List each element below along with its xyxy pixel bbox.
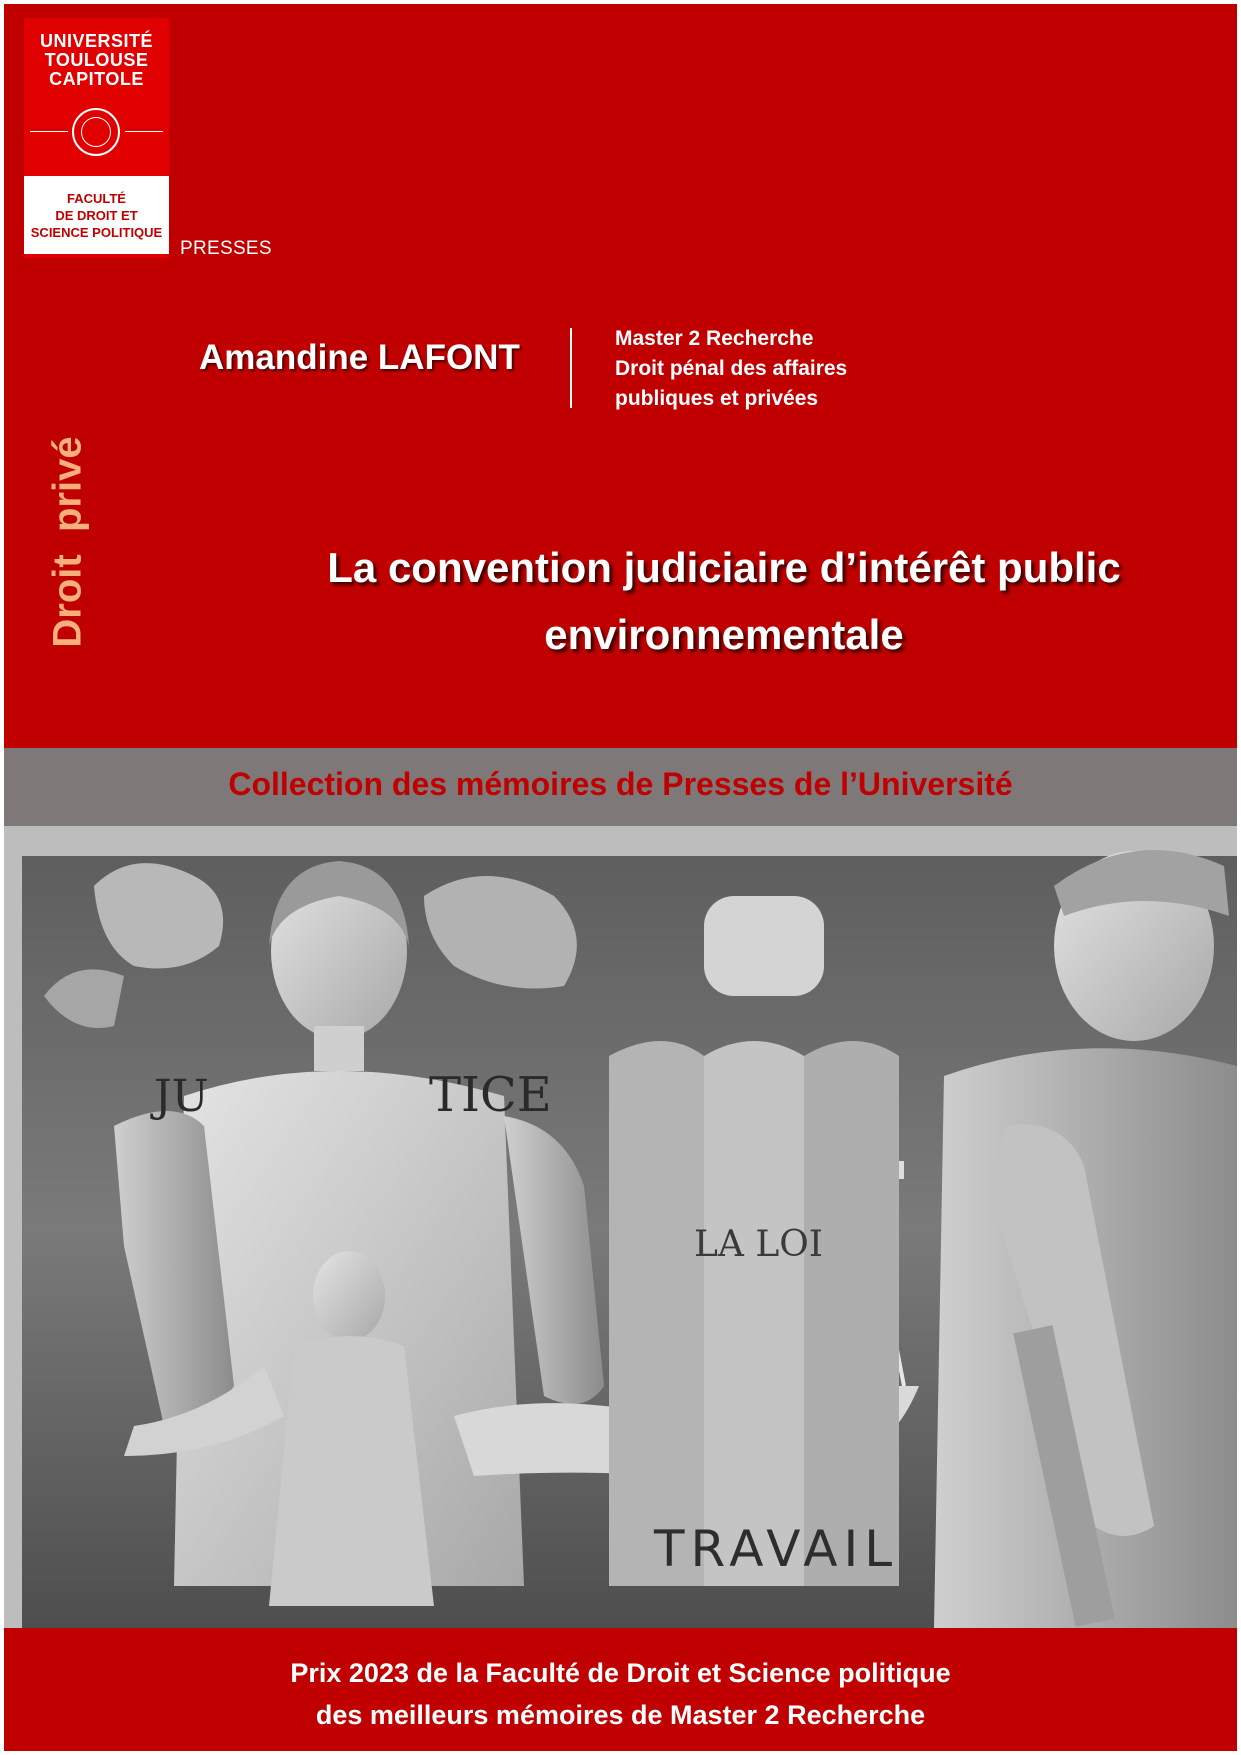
university-name: UNIVERSITÉ TOULOUSE CAPITOLE <box>39 31 154 89</box>
seal-line-left <box>30 131 68 132</box>
inscription-tice: TICE <box>429 1067 552 1123</box>
degree-info: Master 2 Recherche Droit pénal des affaires publiques et privées <box>615 327 848 410</box>
seal-icon <box>72 108 120 156</box>
seal-line-right <box>125 131 163 132</box>
cover-header <box>4 4 1237 748</box>
collection-title: Collection des mémoires de Presses de l’Université <box>228 766 1013 802</box>
university-logo <box>24 18 169 258</box>
book-title: La convention judiciaire d’intérêt public environnementale <box>327 544 1121 658</box>
prize-text: Prix 2023 de la Faculté de Droit et Science politique des meilleurs mémoires de Master 2 Recherche <box>290 1658 951 1730</box>
collection-band <box>4 748 1237 826</box>
discipline-label: Droit privé <box>45 436 90 648</box>
author-divider <box>570 328 572 408</box>
author-name: Amandine LAFONT <box>199 338 520 377</box>
bas-relief-photo <box>4 826 1237 1628</box>
inscription-ju: JU <box>154 1071 209 1122</box>
prize-banner <box>4 1628 1237 1751</box>
press-label: PRESSES <box>180 238 272 259</box>
inscription-la-loi: LA LOI <box>694 1224 823 1265</box>
inscription-travail: TRAVAIL <box>654 1520 899 1578</box>
bas-relief-illustration <box>4 826 1237 1628</box>
faculty-label: FACULTÉ DE DROIT ET SCIENCE POLITIQUE <box>24 176 169 254</box>
